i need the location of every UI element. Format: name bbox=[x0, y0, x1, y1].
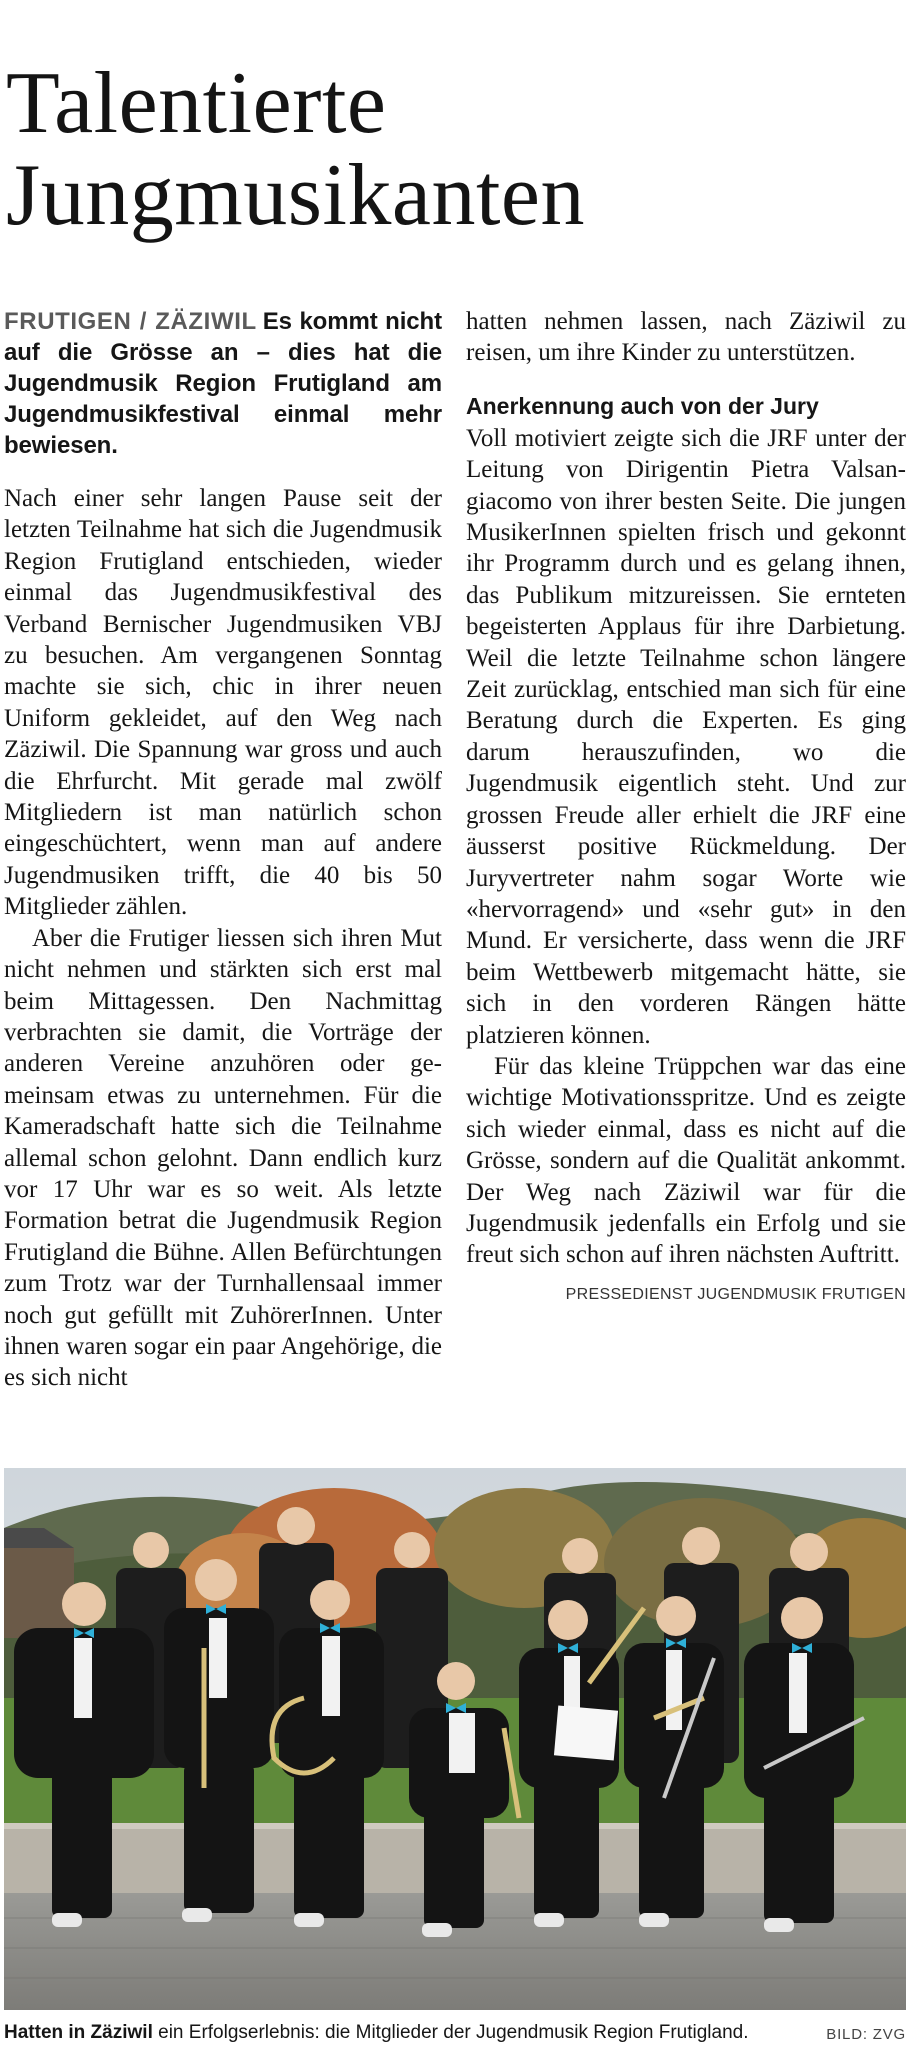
photo-caption bbox=[4, 2022, 906, 2044]
headline-line-1: Talentierte bbox=[6, 55, 387, 152]
group-photo bbox=[4, 1468, 906, 2010]
article-lead bbox=[4, 306, 442, 461]
paragraph-2: Aber die Frutiger liessen sich ihren Mut nicht nehmen und stärkten sich erst mal beim Mittagessen. Den Nachmittag verbrachten sie damit, die Vorträge der anderen Vereine anzuhören oder gemeinsam etwas zu unternehmen. Für die Kameradschaft hatte sich die Teilnahme allemal schon gelohnt. Dann endlich kurz vor 17 Uhr war es so weit. Als letzte Formation betrat die Jugendmusik Region Frutigland die Bühne. Allen Befürchtungen zum Trotz war der Turnhallensaal immer noch gut gefüllt mit ZuhörerInnen. Unter ihnen waren sogar ein paar Angehörige, die es sich nicht bbox=[4, 924, 442, 1392]
article-column-right bbox=[466, 306, 906, 1310]
subheading: Anerkennung auch von der Jury bbox=[466, 392, 819, 419]
paragraph-2-continued: hatten nehmen lassen, nach Zäziwil zu reisen, um ihre Kinder zu unterstützen. bbox=[466, 308, 906, 367]
article-column-left bbox=[4, 306, 442, 1394]
caption-bold: Hatten in Zäziwil bbox=[4, 2022, 153, 2043]
lead-text: Es kommt nicht auf die Grösse an – dies hat die Jugendmusik Region Frutigland am Jugendmusikfestival einmal mehr bewiesen. bbox=[4, 308, 442, 459]
caption-text: ein Erfolgserlebnis: die Mitglieder der Jugendmusik Region Frutigland. bbox=[152, 2022, 749, 2043]
source-credit: PRESSEDIENST JUGENDMUSIK FRUTIGEN bbox=[565, 1285, 906, 1303]
paragraph-3: Voll motiviert zeigte sich die JRF unter der Leitung von Dirigentin Pietra Valsangiacomo von ihrer besten Seite. Die jungen MusikerInnen spielten frisch und gekonnt ihr Programm durch und es gelang ihnen, das Publikum mitzureissen. Sie ernteten begeisterten Applaus für ihre Darbietung. Weil die letzte Teilnahme schon längere Zeit zurücklag, entschied man sich für eine Beratung durch die Experten. Es ging darum herauszufinden, wo die Jugendmusik eigentlich steht. Und zur grossen Freude aller erhielt die JRF eine äusserst positive Rückmeldung. Der Juryvertreter nahm sogar Worte wie «hervorragend» und «sehr gut» in den Mund. Er versicherte, dass wenn die JRF beim Wettbewerb mitgemacht hätte, sie sich in den vorderen Rängen hätte platzieren können. bbox=[466, 424, 906, 1049]
photo-credit: BILD: ZVG bbox=[826, 2026, 906, 2043]
group-photo-illustration bbox=[4, 1468, 906, 2010]
headline-line-2: Jungmusikanten bbox=[6, 147, 585, 244]
headline bbox=[6, 55, 896, 244]
paragraph-4: Für das kleine Trüppchen war das eine wichtige Motivationsspritze. Und es zeigte sich wieder einmal, dass es nicht auf die Grösse, sondern auf die Qualität ankommt. Der Weg nach Zäziwil war für die Jugendmusik jedenfalls ein Erfolg und sie freut sich schon auf ihren nächsten Auftritt. bbox=[466, 1052, 906, 1269]
dateline: FRUTIGEN / ZÄZIWIL bbox=[4, 308, 257, 335]
paragraph-1: Nach einer sehr langen Pause seit der letzten Teilnahme hat sich die Jugendmusik Region Frutigland entschieden, wieder einmal das Jugendmusikfestival des Verband Bernischer Jugendmusiken VBJ zu besuchen. Am vergangenen Sonntag machte sie sich, chic in ihrer neuen Uniform gekleidet, auf den Weg nach Zäziwil. Die Spannung war gross und auch die Ehrfurcht. Mit gerade mal zwölf Mitgliedern ist man natürlich schon eingeschüchtert, wenn man auf andere Jugendmusiken trifft, die 40 bis 50 Mitglieder zählen. bbox=[4, 485, 442, 921]
